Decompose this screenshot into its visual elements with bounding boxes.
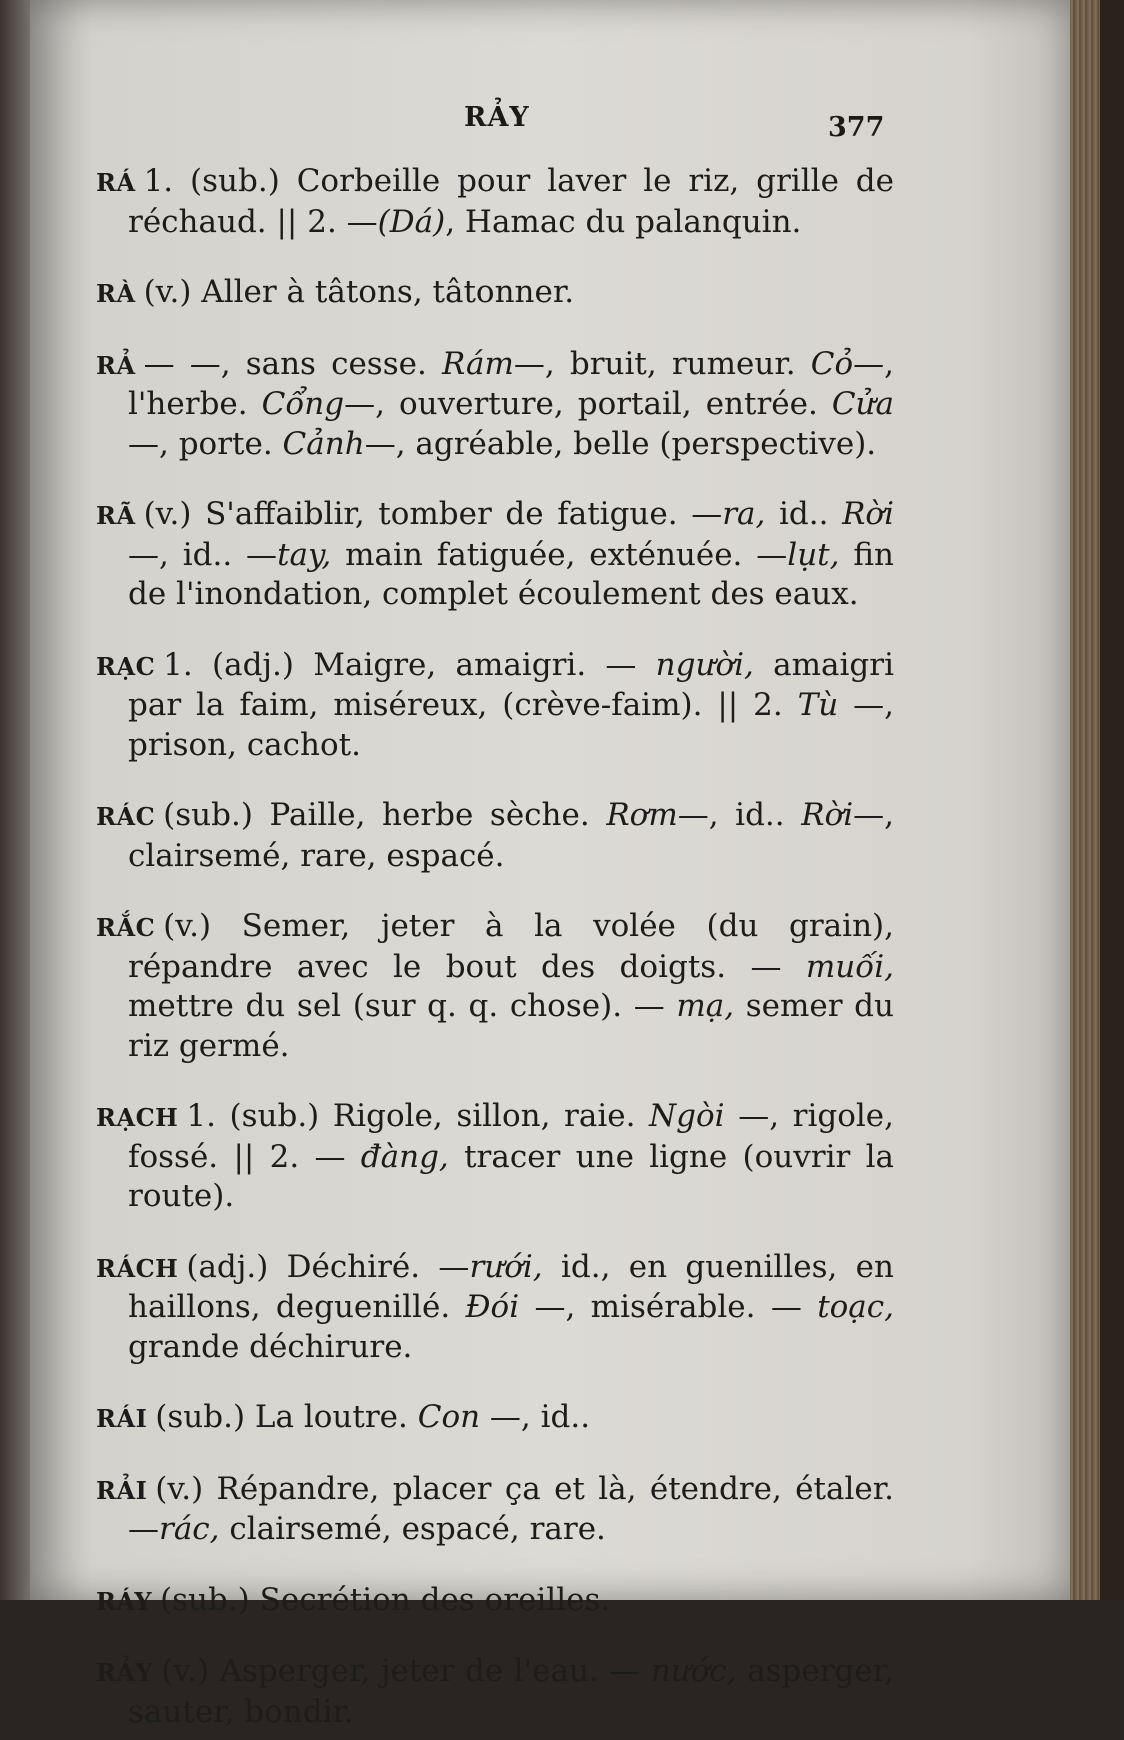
entry-italic: Cảnh (282, 425, 365, 462)
headword: RẢY (96, 1658, 154, 1687)
entry-italic: Rời (801, 797, 854, 833)
headword: RÁC (96, 802, 156, 831)
entry-text: 1. (adj.) Maigre, amaigri. — (163, 646, 656, 683)
entry-rac-sac (94, 796, 894, 876)
entry-italic: đàng, (360, 1138, 449, 1175)
entry-rac-nang (94, 646, 894, 766)
entry-text: —, bruit, rumeur. (513, 345, 811, 382)
entry-text: (v.) Aller à tâtons, tâtonner. (143, 274, 575, 310)
headword: RÀ (96, 279, 136, 308)
entry-text: grande déchirure. (128, 1328, 413, 1365)
entry-italic: ra, (722, 496, 766, 532)
entry-text: id.. (765, 496, 843, 532)
entry-text: (sub.) Secrétion des oreilles. (160, 1581, 611, 1618)
entry-italic: Đói (465, 1289, 520, 1325)
entry-italic: muối, (805, 948, 894, 985)
entry-italic: Con (417, 1399, 481, 1435)
entry-italic: tay, (277, 536, 332, 573)
entry-rach-sac (94, 1248, 894, 1368)
entry-italic: Cổng (261, 386, 345, 422)
entry-italic: Cửa (831, 386, 894, 422)
entry-text: , Hamac du palanquin. (445, 203, 802, 240)
entry-italic: Rám (441, 345, 514, 382)
entry-italic: toạc, (817, 1289, 895, 1325)
entry-italic: người, (655, 646, 754, 683)
entry-text: tracer une ligne (ouvrir la route). (128, 1138, 894, 1214)
entry-italic: Ngòi (649, 1098, 725, 1134)
entry-text: semer du riz germé. (128, 988, 894, 1064)
entry-text: (v.) S'affaiblir, tomber de fatigue. — (143, 496, 723, 532)
entry-text: (sub.) Paille, herbe sèche. (163, 797, 607, 833)
entry-italic: lụt, (787, 536, 840, 573)
entry-ra-sac (94, 162, 894, 242)
entry-text: —, id.. (480, 1399, 591, 1435)
headword: RÁCH (96, 1253, 179, 1283)
entry-italic: Cỏ (810, 345, 854, 382)
entry-text: —, rigole, fossé. || 2. — (128, 1098, 894, 1175)
entry-ray-sac (94, 1581, 894, 1622)
entry-text: 1. (sub.) Rigole, sillon, raie. (186, 1098, 650, 1134)
entry-text: clairsemé, espacé, rare. (219, 1511, 606, 1547)
entry-text: —, porte. (128, 425, 283, 462)
headword: RÁY (96, 1586, 153, 1616)
entry-text: —, clairsemé, rare, espacé. (128, 797, 895, 874)
entry-italic: rưới, (469, 1248, 543, 1285)
entry-ra-nga (94, 495, 894, 615)
entry-text: —, id.. — (128, 536, 278, 573)
entry-text: main fatiguée, exténuée. — (331, 536, 788, 573)
entry-text: (v.) Semer, jeter à la volée (du grain), répandre avec le bout des doigts. — (128, 908, 894, 985)
entry-ray-hoi (94, 1652, 894, 1732)
headword: RÁI (96, 1404, 148, 1433)
headword: RẮC (96, 913, 156, 942)
dictionary-entries (94, 162, 894, 1740)
entry-text: (v.) Asperger, jeter de l'eau. — (161, 1653, 651, 1689)
entry-italic: Rơm (606, 797, 678, 833)
entry-italic: Rời (842, 496, 894, 532)
entry-text: 1. (sub.) Corbeille pour laver le riz, grille de réchaud. || 2. — (128, 163, 894, 240)
headword: RÁ (96, 168, 136, 197)
book-cover-edge (1100, 0, 1124, 1600)
entry-text: id., en guenilles, en haillons, deguenillé. (128, 1248, 894, 1325)
entry-text: mettre du sel (sur q. q. chose). — (128, 988, 677, 1024)
headword: RẠCH (96, 1103, 179, 1132)
entry-text: amaigri par la faim, miséreux, (crève-faim). || 2. (128, 646, 894, 723)
entry-italic: Tù (797, 687, 839, 723)
entry-text: — —, sans cesse. (143, 345, 442, 382)
entry-rai-hoi (94, 1470, 894, 1550)
entry-text: asperger, sauter, bondir. (128, 1653, 894, 1730)
entry-text: —, id.. (677, 797, 802, 833)
entry-text: (adj.) Déchiré. — (186, 1248, 470, 1285)
entry-rai-sac (94, 1398, 894, 1439)
entry-ra-huyen (94, 273, 894, 314)
entry-italic: nước, (650, 1653, 737, 1689)
page-number: 377 (828, 112, 885, 143)
headword: RẢI (96, 1475, 148, 1505)
entry-text: (sub.) La loutre. (155, 1399, 418, 1435)
entry-italic: (Dá) (377, 203, 446, 240)
headword: RẢ (96, 350, 136, 380)
entry-text: —, l'herbe. (128, 345, 894, 422)
entry-text: fin de l'inondation, complet écoulement des eaux. (128, 536, 895, 612)
entry-rac-breve (94, 907, 894, 1066)
headword: RẠC (96, 651, 156, 681)
entry-text: (v.) Répandre, placer ça et là, étendre, étaler. — (128, 1470, 894, 1547)
entry-text: —, prison, cachot. (128, 687, 894, 763)
entry-italic: rác, (159, 1511, 220, 1547)
headword: RÃ (96, 501, 136, 530)
entry-italic: mạ, (676, 988, 735, 1024)
running-head: RẢY (464, 102, 530, 133)
entry-text: —, ouverture, portail, entrée. (344, 386, 832, 422)
entry-text: —, misérable. — (519, 1289, 818, 1325)
entry-text: —, agréable, belle (perspective). (364, 425, 877, 462)
entry-rach-nang (94, 1097, 894, 1217)
entry-ra-hoi (94, 345, 894, 465)
